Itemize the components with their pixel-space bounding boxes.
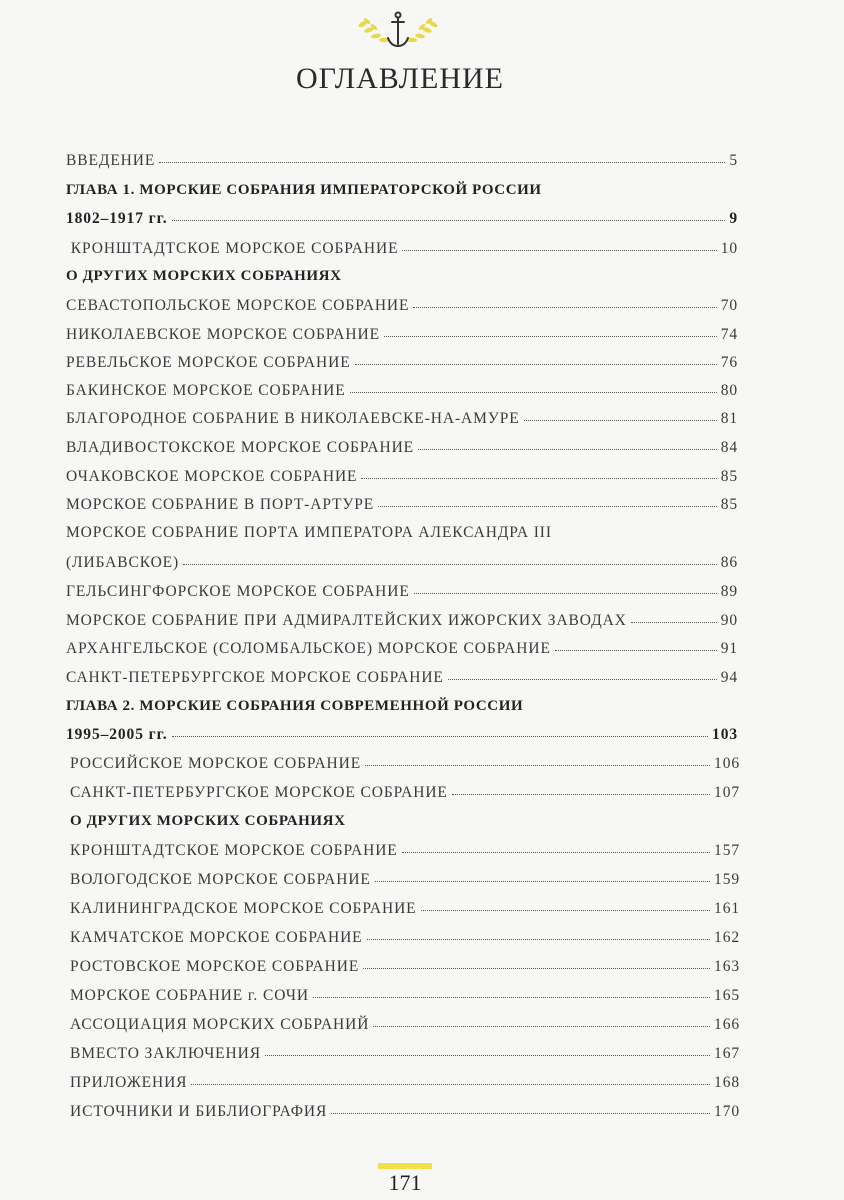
toc-page-number: 94 <box>720 669 738 686</box>
toc-entry-label: РОСТОВСКОЕ МОРСКОЕ СОБРАНИЕ <box>70 958 360 975</box>
toc-entry-label: 1995–2005 гг. <box>66 726 168 743</box>
toc-entry <box>70 842 740 860</box>
toc-page-number: 106 <box>714 755 740 772</box>
toc-entry <box>70 784 740 802</box>
dot-leader <box>413 307 716 308</box>
dot-leader <box>367 939 711 940</box>
toc-entry-label: КАМЧАТСКОЕ МОРСКОЕ СОБРАНИЕ <box>70 929 363 946</box>
dot-leader <box>361 478 716 479</box>
toc-entry-label: ВВЕДЕНИЕ <box>66 152 156 169</box>
toc-page-number: 81 <box>720 410 738 427</box>
toc-entry-label: ОЧАКОВСКОЕ МОРСКОЕ СОБРАНИЕ <box>66 468 358 485</box>
toc-page-number: 70 <box>720 297 738 314</box>
dot-leader <box>418 449 717 450</box>
toc-page-number: 159 <box>714 871 740 888</box>
toc-page-number: 165 <box>714 987 740 1004</box>
toc-entry-label: РЕВЕЛЬСКОЕ МОРСКОЕ СОБРАНИЕ <box>66 354 351 371</box>
toc-page-number: 76 <box>720 354 738 371</box>
dot-leader <box>452 794 710 795</box>
toc-entry-label: О ДРУГИХ МОРСКИХ СОБРАНИЯХ <box>66 268 342 284</box>
toc-entry <box>70 1045 740 1063</box>
toc-entry <box>70 1016 740 1034</box>
dot-leader <box>365 765 710 766</box>
toc-entry <box>66 468 738 486</box>
toc-entry <box>66 554 738 572</box>
toc-entry-label: О ДРУГИХ МОРСКИХ СОБРАНИЯХ <box>70 813 346 829</box>
toc-entry <box>66 326 738 344</box>
toc-entry <box>66 496 738 514</box>
toc-entry <box>66 669 738 687</box>
toc-page-number: 85 <box>720 496 738 513</box>
dot-leader <box>191 1084 710 1085</box>
toc-page-number: 86 <box>720 554 738 571</box>
toc-entry-label: БАКИНСКОЕ МОРСКОЕ СОБРАНИЕ <box>66 382 346 399</box>
toc-section-heading <box>66 182 738 199</box>
toc-section-heading <box>70 813 740 830</box>
toc-entry-label: АРХАНГЕЛЬСКОЕ (СОЛОМБАЛЬСКОЕ) МОРСКОЕ СОБРАНИЕ <box>66 640 551 657</box>
toc-entry-label: КРОНШТАДТСКОЕ МОРСКОЕ СОБРАНИЕ <box>70 842 398 859</box>
toc-page-number: 10 <box>720 240 738 257</box>
toc-entry <box>66 612 738 630</box>
toc-entry <box>66 726 738 744</box>
dot-leader <box>524 420 717 421</box>
toc-entry-label: МОРСКОЕ СОБРАНИЕ ПРИ АДМИРАЛТЕЙСКИХ ИЖОРСКИХ ЗАВОДАХ <box>66 612 627 629</box>
dot-leader <box>363 968 710 969</box>
toc-page-number: 168 <box>714 1074 740 1091</box>
toc-page-number: 85 <box>720 468 738 485</box>
toc-entry <box>66 240 738 258</box>
toc-entry-label: 1802–1917 гг. <box>66 210 168 227</box>
toc-page-number: 5 <box>729 152 738 169</box>
dot-leader <box>375 881 710 882</box>
page-title: ОГЛАВЛЕНИЕ <box>296 62 504 95</box>
toc-entry-label: КРОНШТАДТСКОЕ МОРСКОЕ СОБРАНИЕ <box>66 240 399 257</box>
toc-entry <box>70 958 740 976</box>
dot-leader <box>172 736 709 737</box>
toc-page-number: 166 <box>714 1016 740 1033</box>
toc-entry-label: ВМЕСТО ЗАКЛЮЧЕНИЯ <box>70 1045 261 1062</box>
toc-entry-label: МОРСКОЕ СОБРАНИЕ г. СОЧИ <box>70 987 309 1004</box>
toc-entry <box>70 929 740 947</box>
toc-entry <box>66 439 738 457</box>
toc-entry-label: МОРСКОЕ СОБРАНИЕ ПОРТА ИМПЕРАТОРА АЛЕКСАНДРА III <box>66 524 552 541</box>
toc-entry <box>66 297 738 315</box>
dot-leader <box>384 336 717 337</box>
toc-entry-label: СЕВАСТОПОЛЬСКОЕ МОРСКОЕ СОБРАНИЕ <box>66 297 410 314</box>
toc-entry-label: ПРИЛОЖЕНИЯ <box>70 1074 188 1091</box>
dot-leader <box>555 650 717 651</box>
toc-page-number: 161 <box>714 900 740 917</box>
dot-leader <box>414 593 717 594</box>
dot-leader <box>350 392 717 393</box>
toc-page-number: 90 <box>720 612 738 629</box>
toc-entry-label: ГЛАВА 1. МОРСКИЕ СОБРАНИЯ ИМПЕРАТОРСКОЙ РОССИИ <box>66 182 542 198</box>
toc-entry-label: БЛАГОРОДНОЕ СОБРАНИЕ В НИКОЛАЕВСКЕ-НА-АМУРЕ <box>66 410 520 427</box>
toc-entry <box>66 152 738 170</box>
toc-entry-label: РОССИЙСКОЕ МОРСКОЕ СОБРАНИЕ <box>70 755 362 772</box>
toc-entry <box>66 410 738 428</box>
dot-leader <box>421 910 711 911</box>
toc-page-number: 162 <box>714 929 740 946</box>
dot-leader <box>331 1113 710 1114</box>
dot-leader <box>265 1055 710 1056</box>
toc-entry <box>70 871 740 889</box>
toc-entry <box>70 987 740 1005</box>
toc-page-number: 84 <box>720 439 738 456</box>
toc-page-number: 91 <box>720 640 738 657</box>
toc-entry <box>66 354 738 372</box>
toc-page-number: 9 <box>729 210 738 227</box>
toc-entry-label: САНКТ-ПЕТЕРБУРГСКОЕ МОРСКОЕ СОБРАНИЕ <box>66 669 444 686</box>
toc-page-number: 80 <box>720 382 738 399</box>
footer-accent-bar <box>378 1163 432 1169</box>
toc-page-number: 170 <box>714 1103 740 1120</box>
page-number: 171 <box>388 1170 422 1195</box>
toc-page-number: 107 <box>714 784 740 801</box>
toc-entry-label: АССОЦИАЦИЯ МОРСКИХ СОБРАНИЙ <box>70 1016 370 1033</box>
toc-entry <box>70 1103 740 1121</box>
toc-page-number: 74 <box>720 326 738 343</box>
dot-leader <box>172 220 726 221</box>
toc-entry <box>66 583 738 601</box>
toc-entry-label: (ЛИБАВСКОЕ) <box>66 554 180 571</box>
toc-entry <box>66 382 738 400</box>
dot-leader <box>355 364 717 365</box>
toc-page-number: 103 <box>712 726 738 743</box>
toc-entry <box>70 900 740 918</box>
toc-entry <box>70 1074 740 1092</box>
toc-page-number: 167 <box>714 1045 740 1062</box>
dot-leader <box>631 622 717 623</box>
dot-leader <box>183 564 717 565</box>
toc-section-heading <box>66 698 738 715</box>
toc-page-number: 89 <box>720 583 738 600</box>
toc-entry-label: ВЛАДИВОСТОКСКОЕ МОРСКОЕ СОБРАНИЕ <box>66 439 415 456</box>
toc-page-number: 163 <box>714 958 740 975</box>
toc-entry <box>66 640 738 658</box>
dot-leader <box>402 852 710 853</box>
dot-leader <box>373 1026 710 1027</box>
dot-leader <box>448 679 717 680</box>
toc-entry <box>70 755 740 773</box>
dot-leader <box>378 506 717 507</box>
toc-entry-label: САНКТ-ПЕТЕРБУРГСКОЕ МОРСКОЕ СОБРАНИЕ <box>70 784 448 801</box>
dot-leader <box>159 162 725 163</box>
toc-entry-label: ГЕЛЬСИНГФОРСКОЕ МОРСКОЕ СОБРАНИЕ <box>66 583 410 600</box>
toc-entry <box>66 524 738 542</box>
dot-leader <box>313 997 710 998</box>
toc-entry <box>66 210 738 228</box>
toc-entry-label: ГЛАВА 2. МОРСКИЕ СОБРАНИЯ СОВРЕМЕННОЙ РОССИИ <box>66 698 524 714</box>
toc-entry-label: КАЛИНИНГРАДСКОЕ МОРСКОЕ СОБРАНИЕ <box>70 900 417 917</box>
anchor-laurel-icon <box>353 10 443 52</box>
toc-page-number: 157 <box>714 842 740 859</box>
toc-section-heading <box>66 268 738 285</box>
toc-entry-label: МОРСКОЕ СОБРАНИЕ В ПОРТ-АРТУРЕ <box>66 496 375 513</box>
toc-entry-label: ВОЛОГОДСКОЕ МОРСКОЕ СОБРАНИЕ <box>70 871 371 888</box>
toc-entry-label: НИКОЛАЕВСКОЕ МОРСКОЕ СОБРАНИЕ <box>66 326 380 343</box>
toc-entry-label: ИСТОЧНИКИ И БИБЛИОГРАФИЯ <box>70 1103 328 1120</box>
dot-leader <box>402 250 716 251</box>
